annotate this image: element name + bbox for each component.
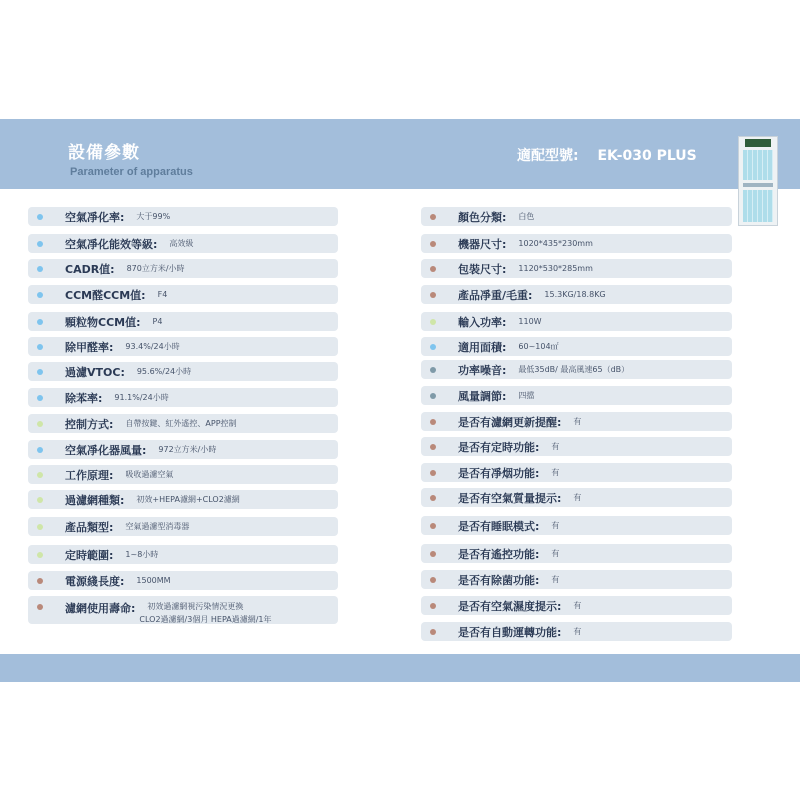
spec-row: [421, 386, 732, 405]
bullet-dot-icon: [430, 551, 436, 557]
spec-label: 電源綫長度:: [65, 574, 125, 588]
page-subtitle: Parameter of apparatus: [70, 166, 193, 178]
bullet-dot-icon: [37, 319, 43, 325]
spec-row: [28, 312, 338, 331]
spec-value: 初效+HEPA濾網+CLO2濾網: [136, 495, 240, 504]
spec-value: 60~104㎡: [518, 342, 559, 351]
spec-value: 初效過濾網視污染情況更換: [147, 602, 244, 611]
spec-row: [421, 234, 732, 253]
spec-label: 濾網使用壽命:: [65, 602, 136, 615]
spec-row: [421, 544, 732, 563]
spec-value: 91.1%/24小時: [114, 393, 169, 402]
spec-row: [421, 437, 732, 456]
spec-label: 是否有自動運轉功能:: [458, 625, 562, 639]
spec-value: 15.3KG/18.8KG: [544, 290, 606, 299]
spec-value: 有: [551, 442, 560, 451]
spec-label: 是否有空氣質量提示:: [458, 491, 562, 505]
spec-value: 有: [551, 575, 560, 584]
bullet-dot-icon: [37, 447, 43, 453]
model-label: 適配型號:: [517, 148, 579, 164]
spec-label: 風量調節:: [458, 389, 507, 403]
bullet-dot-icon: [430, 393, 436, 399]
spec-value: 有: [551, 521, 560, 530]
spec-row: [28, 362, 338, 381]
spec-value: 有: [573, 601, 582, 610]
spec-label: 是否有遙控功能:: [458, 547, 540, 561]
spec-label: 適用面積:: [458, 340, 507, 354]
spec-value: 有: [551, 468, 560, 477]
bullet-dot-icon: [37, 266, 43, 272]
spec-label: 是否有濾網更新提醒:: [458, 415, 562, 429]
model-value: EK-030 PLUS: [597, 148, 697, 164]
spec-label: 是否有睡眠模式:: [458, 519, 540, 533]
spec-label: CCM醛CCM值:: [65, 288, 146, 302]
spec-row: [28, 388, 338, 407]
bullet-dot-icon: [430, 444, 436, 450]
bullet-dot-icon: [37, 214, 43, 220]
spec-row: [421, 570, 732, 589]
spec-value: 白色: [518, 212, 535, 221]
spec-label: 產品凈重/毛重:: [458, 288, 533, 302]
spec-label: 是否有定時功能:: [458, 440, 540, 454]
spec-row: [421, 360, 732, 379]
bullet-dot-icon: [430, 495, 436, 501]
bullet-dot-icon: [37, 472, 43, 478]
spec-row: [421, 259, 732, 278]
bullet-dot-icon: [430, 367, 436, 373]
bullet-dot-icon: [37, 578, 43, 584]
spec-row: [28, 465, 338, 484]
spec-value: 吸收過濾空氣: [125, 470, 174, 479]
spec-value: 有: [573, 417, 582, 426]
model-info: [517, 145, 697, 165]
spec-value: 93.4%/24小時: [125, 342, 180, 351]
bullet-dot-icon: [430, 292, 436, 298]
spec-row: [28, 337, 338, 356]
spec-label: 產品類型:: [65, 520, 114, 534]
spec-value: 高效級: [169, 239, 194, 248]
spec-row: [28, 285, 338, 304]
spec-label: CADR值:: [65, 262, 115, 276]
bullet-dot-icon: [37, 524, 43, 530]
spec-row: [421, 622, 732, 641]
bullet-dot-icon: [430, 214, 436, 220]
spec-label: 定時範圍:: [65, 548, 114, 562]
spec-label: 除苯率:: [65, 391, 103, 405]
bullet-dot-icon: [37, 292, 43, 298]
spec-value: P4: [152, 317, 163, 326]
bullet-dot-icon: [430, 629, 436, 635]
spec-row: [421, 312, 732, 331]
spec-label: 工作原理:: [65, 468, 114, 482]
spec-row: [28, 490, 338, 509]
spec-row: [28, 440, 338, 459]
bullet-dot-icon: [430, 577, 436, 583]
spec-label: 空氣凈化能效等級:: [65, 237, 158, 251]
spec-label: 過濾網種類:: [65, 493, 125, 507]
spec-row: [28, 259, 338, 278]
spec-label: 顆粒物CCM值:: [65, 315, 141, 329]
spec-row: [421, 488, 732, 507]
spec-value: 有: [573, 493, 582, 502]
bullet-dot-icon: [430, 470, 436, 476]
air-purifier-image: [738, 136, 778, 226]
spec-label: 機器尺寸:: [458, 237, 507, 251]
bullet-dot-icon: [37, 241, 43, 247]
spec-row: [28, 414, 338, 433]
bullet-dot-icon: [430, 523, 436, 529]
bullet-dot-icon: [430, 266, 436, 272]
spec-row: [421, 463, 732, 482]
bullet-dot-icon: [37, 421, 43, 427]
spec-row: [421, 207, 732, 226]
spec-row: [421, 596, 732, 615]
spec-value: 1120*530*285mm: [518, 264, 593, 273]
spec-label: 是否有除菌功能:: [458, 573, 540, 587]
spec-row: [28, 207, 338, 226]
bullet-dot-icon: [37, 552, 43, 558]
spec-row: [421, 516, 732, 535]
spec-label: 除甲醛率:: [65, 340, 114, 354]
spec-row: [28, 571, 338, 590]
spec-row: [421, 412, 732, 431]
spec-label: 功率噪音:: [458, 363, 507, 377]
spec-label: 空氣凈化器風量:: [65, 443, 147, 457]
bullet-dot-icon: [37, 604, 43, 610]
spec-value: 1~8小時: [125, 550, 159, 559]
spec-value: 1500MM: [136, 576, 171, 585]
spec-value: 四擋: [518, 391, 535, 400]
spec-label: 包裝尺寸:: [458, 262, 507, 276]
bullet-dot-icon: [430, 241, 436, 247]
spec-row: [28, 517, 338, 536]
bullet-dot-icon: [37, 344, 43, 350]
spec-value: 大于99%: [136, 212, 171, 221]
bullet-dot-icon: [430, 603, 436, 609]
spec-row: [421, 285, 732, 304]
spec-value: 最低35dB/ 最高風速65（dB）: [518, 365, 630, 374]
spec-label: 過濾VTOC:: [65, 365, 125, 379]
spec-label: 空氣凈化率:: [65, 210, 125, 224]
spec-label: 顏色分類:: [458, 210, 507, 224]
spec-value: 95.6%/24小時: [136, 367, 192, 376]
spec-value: 972立方米/小時: [158, 445, 217, 454]
bullet-dot-icon: [430, 344, 436, 350]
spec-value: 110W: [518, 317, 542, 326]
bullet-dot-icon: [37, 497, 43, 503]
spec-value: 1020*435*230mm: [518, 239, 593, 248]
spec-row: [28, 234, 338, 253]
page-title: 設備參數: [68, 143, 140, 163]
spec-value: F4: [157, 290, 168, 299]
spec-row: [421, 337, 732, 356]
bullet-dot-icon: [430, 419, 436, 425]
bullet-dot-icon: [37, 369, 43, 375]
spec-value: 空氣過濾型消毒器: [125, 522, 190, 531]
spec-value: 有: [551, 549, 560, 558]
spec-row: [28, 596, 338, 624]
spec-label: 輸入功率:: [458, 315, 507, 329]
bullet-dot-icon: [37, 395, 43, 401]
spec-value: 有: [573, 627, 582, 636]
spec-label: 控制方式:: [65, 417, 114, 431]
spec-label: 是否有空氣濕度提示:: [458, 599, 562, 613]
spec-value: 自帶按鍵、紅外遙控、APP控制: [125, 419, 237, 428]
spec-value-line2: CLO2過濾網/3個月 HEPA過濾網/1年: [139, 615, 272, 624]
spec-value: 870立方米/小時: [126, 264, 185, 273]
spec-row: [28, 545, 338, 564]
bullet-dot-icon: [430, 319, 436, 325]
footer-band: [0, 654, 800, 682]
spec-label: 是否有凈烟功能:: [458, 466, 540, 480]
